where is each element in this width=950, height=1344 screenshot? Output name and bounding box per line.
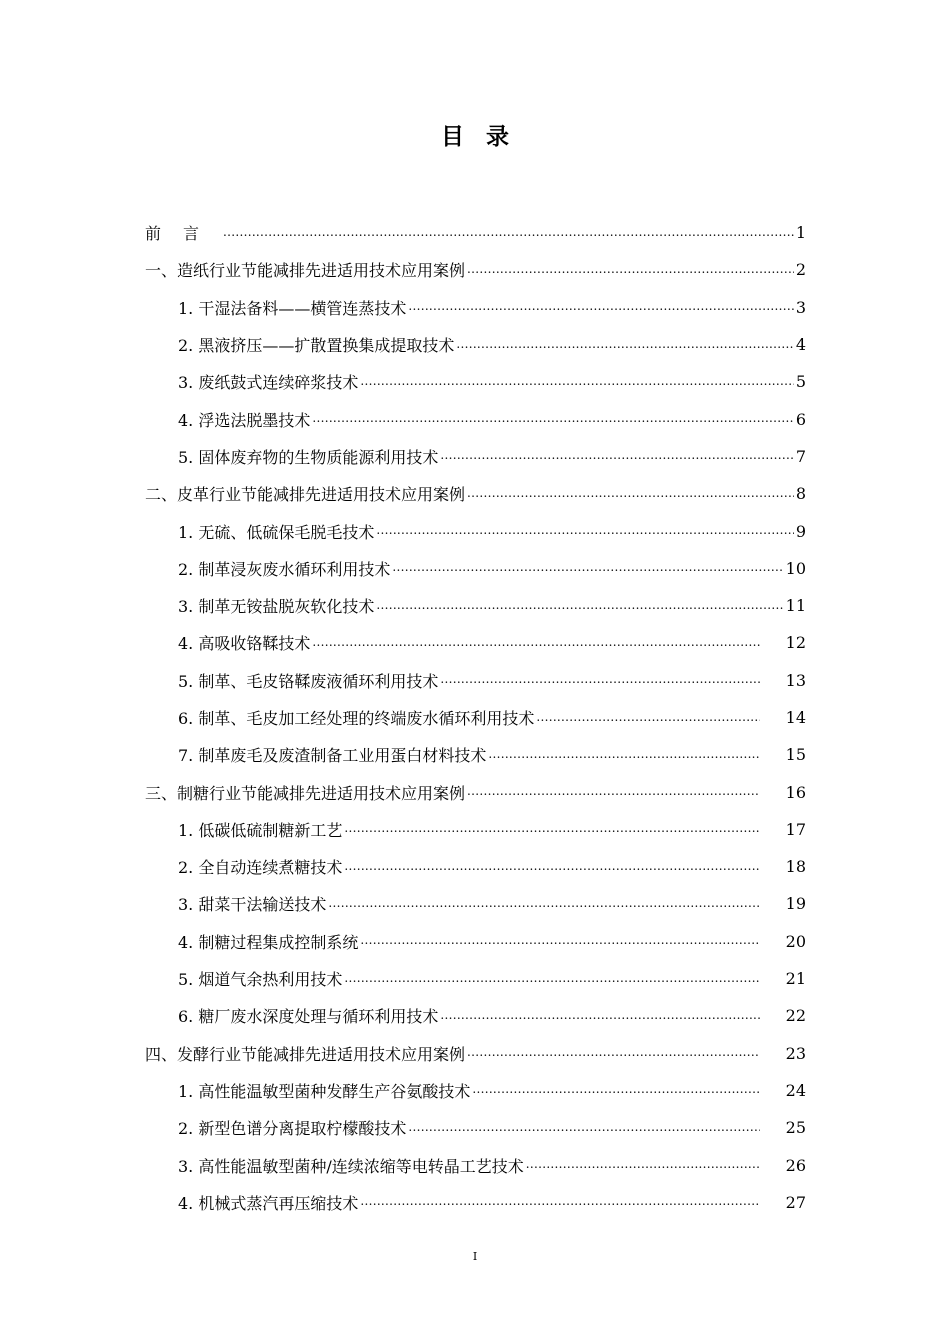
toc-section-entry[interactable] (145, 587, 806, 624)
toc-section-entry[interactable] (145, 1146, 806, 1183)
toc-page-number: 26 (785, 1155, 806, 1175)
table-of-contents (145, 214, 806, 1221)
toc-dot-leader (344, 971, 759, 987)
toc-dot-leader (376, 523, 793, 539)
toc-entry-title: 3. 制革无铵盐脱灰软化技术 (178, 597, 375, 617)
toc-page-number: 18 (785, 857, 806, 877)
toc-dot-leader (360, 933, 759, 949)
toc-section-entry[interactable] (145, 811, 806, 848)
toc-page-number: 3 (795, 297, 806, 317)
toc-entry-title: 1. 高性能温敏型菌种发酵生产谷氨酸技术 (178, 1081, 471, 1101)
toc-section-entry[interactable] (145, 699, 806, 736)
toc-section-entry[interactable] (145, 326, 806, 363)
toc-page-number: 20 (785, 931, 806, 951)
toc-dot-leader (408, 1120, 759, 1136)
page-title: 目录 (441, 124, 531, 150)
toc-page-number: 13 (785, 670, 806, 690)
toc-dot-leader (408, 299, 793, 315)
toc-entry-title: 5. 烟道气余热利用技术 (178, 970, 343, 990)
toc-dot-leader (328, 896, 759, 912)
toc-dot-leader (392, 560, 783, 576)
toc-entry-title: 4. 制糖过程集成控制系统 (178, 932, 359, 952)
toc-dot-leader (312, 635, 759, 651)
toc-page-number: 5 (795, 372, 806, 392)
toc-section-entry[interactable] (145, 662, 806, 699)
toc-dot-leader (467, 486, 794, 502)
toc-entry-title: 6. 糖厂废水深度处理与循环利用技术 (178, 1007, 439, 1027)
toc-page-number: 12 (785, 633, 806, 653)
toc-page-number: 15 (785, 745, 806, 765)
toc-page-number: 9 (795, 521, 806, 541)
toc-entry-title: 4. 机械式蒸汽再压缩技术 (178, 1193, 359, 1213)
toc-section-entry[interactable] (145, 960, 806, 997)
toc-entry-title: 3. 高性能温敏型菌种/连续浓缩等电转晶工艺技术 (178, 1156, 524, 1176)
toc-section-entry[interactable] (145, 1184, 806, 1221)
toc-section-entry[interactable] (145, 363, 806, 400)
toc-dot-leader (360, 374, 793, 390)
toc-page-number: 2 (795, 260, 806, 280)
toc-entry-title: 5. 制革、毛皮铬鞣废液循环利用技术 (178, 671, 439, 691)
toc-entry-title: 一、造纸行业节能减排先进适用技术应用案例 (145, 261, 466, 281)
toc-entry-title: 2. 黑液挤压——扩散置换集成提取技术 (178, 336, 455, 356)
toc-entry-title: 3. 废纸鼓式连续碎浆技术 (178, 373, 359, 393)
toc-page-number: 1 (795, 223, 806, 243)
toc-page-number: 4 (795, 335, 806, 355)
toc-entry-title: 2. 全自动连续煮糖技术 (178, 858, 343, 878)
toc-entry-title: 1. 低碳低硫制糖新工艺 (178, 820, 343, 840)
toc-page-number: 21 (785, 969, 806, 989)
toc-dot-leader (376, 598, 783, 614)
toc-entry-title: 前言 (145, 224, 222, 244)
toc-dot-leader (526, 1157, 760, 1173)
toc-page-number: 10 (785, 558, 806, 578)
toc-entry-title: 6. 制革、毛皮加工经处理的终端废水循环利用技术 (178, 709, 535, 728)
toc-entry-title: 1. 干湿法备料——横管连蒸技术 (178, 298, 407, 318)
toc-dot-leader (223, 225, 794, 241)
toc-dot-leader (312, 411, 793, 427)
toc-dot-leader (344, 821, 759, 837)
toc-chapter-entry[interactable] (145, 475, 806, 512)
toc-section-entry[interactable] (145, 736, 806, 773)
toc-page-number: 17 (785, 819, 806, 839)
toc-page-number: 7 (795, 446, 806, 466)
toc-section-entry[interactable] (145, 1072, 806, 1109)
toc-entry-title: 1. 无硫、低硫保毛脱毛技术 (178, 522, 375, 542)
toc-entry-title: 3. 甜菜干法输送技术 (178, 895, 327, 915)
toc-dot-leader (467, 262, 794, 278)
toc-page-number: 14 (785, 708, 806, 727)
toc-page-number: 24 (785, 1080, 806, 1100)
toc-chapter-entry[interactable] (145, 251, 806, 288)
toc-page-number: 19 (785, 894, 806, 914)
toc-entry-title: 二、皮革行业节能减排先进适用技术应用案例 (145, 485, 466, 505)
toc-dot-leader (456, 337, 793, 353)
toc-entry-title: 4. 浮选法脱墨技术 (178, 410, 311, 430)
toc-dot-leader (467, 784, 760, 800)
toc-dot-leader (344, 859, 759, 875)
toc-dot-leader (488, 747, 759, 763)
toc-section-entry[interactable] (145, 624, 806, 661)
toc-dot-leader (440, 448, 793, 464)
toc-section-entry[interactable] (145, 923, 806, 960)
toc-entry-title: 7. 制革废毛及废渣制备工业用蛋白材料技术 (178, 746, 487, 766)
toc-page-number: 16 (785, 782, 806, 802)
footer-page-number: I (472, 1250, 478, 1263)
toc-page-number: 23 (785, 1043, 806, 1063)
toc-dot-leader (440, 672, 759, 688)
toc-dot-leader (440, 1008, 759, 1024)
toc-section-entry[interactable] (145, 400, 806, 437)
toc-page-number: 6 (795, 409, 806, 429)
toc-section-entry[interactable] (145, 438, 806, 475)
toc-section-entry[interactable] (145, 550, 806, 587)
toc-dot-leader (467, 1045, 760, 1061)
toc-entry-title: 2. 制革浸灰废水循环利用技术 (178, 559, 391, 579)
toc-page-number: 27 (785, 1192, 806, 1212)
toc-entry-title: 4. 高吸收铬鞣技术 (178, 634, 311, 654)
toc-page-number: 25 (785, 1118, 806, 1138)
toc-chapter-entry[interactable] (145, 214, 806, 251)
toc-chapter-entry[interactable] (145, 1035, 806, 1072)
toc-section-entry[interactable] (145, 289, 806, 326)
toc-dot-leader (472, 1082, 759, 1098)
toc-entry-title: 四、发酵行业节能减排先进适用技术应用案例 (145, 1044, 466, 1064)
toc-section-entry[interactable] (145, 848, 806, 885)
toc-chapter-entry[interactable] (145, 773, 806, 810)
toc-dot-leader (536, 710, 759, 726)
toc-section-entry[interactable] (145, 1109, 806, 1146)
toc-page-number: 11 (785, 596, 806, 616)
toc-entry-title: 2. 新型色谱分离提取柠檬酸技术 (178, 1119, 407, 1139)
toc-entry-title: 三、制糖行业节能减排先进适用技术应用案例 (145, 783, 466, 803)
toc-dot-leader (360, 1194, 759, 1210)
toc-section-entry[interactable] (145, 885, 806, 922)
toc-page-number: 8 (795, 484, 806, 504)
toc-entry-title: 5. 固体废弃物的生物质能源利用技术 (178, 447, 439, 467)
toc-section-entry[interactable] (145, 997, 806, 1034)
toc-section-entry[interactable] (145, 512, 806, 549)
toc-page-number: 22 (785, 1006, 806, 1026)
